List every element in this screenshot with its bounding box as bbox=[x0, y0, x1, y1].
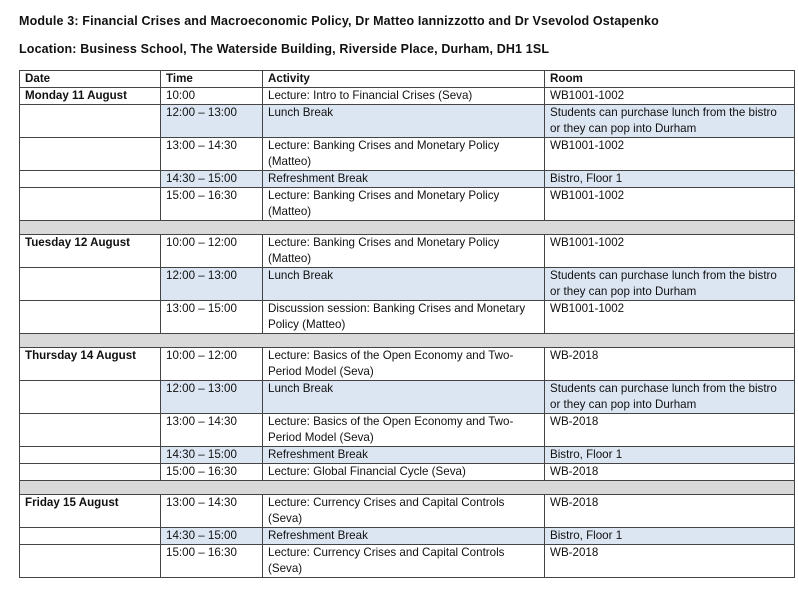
room-cell: WB1001-1002 bbox=[545, 235, 795, 268]
module-title: Module 3: Financial Crises and Macroeconomic Policy, Dr Matteo Iannizzotto and Dr Vsevolod Ostapenko bbox=[19, 14, 659, 28]
day-separator-row bbox=[20, 481, 795, 495]
date-cell: Tuesday 12 August bbox=[20, 235, 161, 268]
time-cell: 10:00 bbox=[161, 88, 263, 105]
activity-cell: Lecture: Intro to Financial Crises (Seva) bbox=[263, 88, 545, 105]
time-cell: 12:00 – 13:00 bbox=[161, 268, 263, 301]
day-separator-row bbox=[20, 334, 795, 348]
room-cell: Bistro, Floor 1 bbox=[545, 447, 795, 464]
table-row bbox=[20, 268, 795, 301]
activity-cell: Refreshment Break bbox=[263, 171, 545, 188]
date-cell bbox=[20, 105, 161, 138]
date-cell bbox=[20, 447, 161, 464]
day-separator-row bbox=[20, 221, 795, 235]
table-row bbox=[20, 447, 795, 464]
column-header-date: Date bbox=[20, 71, 161, 88]
location-line: Location: Business School, The Waterside Building, Riverside Place, Durham, DH1 1SL bbox=[19, 42, 550, 56]
column-header-room: Room bbox=[545, 71, 795, 88]
room-cell: WB-2018 bbox=[545, 348, 795, 381]
room-cell: WB-2018 bbox=[545, 495, 795, 528]
room-cell: WB1001-1002 bbox=[545, 188, 795, 221]
schedule-table bbox=[19, 70, 795, 578]
activity-cell: Lunch Break bbox=[263, 381, 545, 414]
table-row bbox=[20, 105, 795, 138]
date-cell: Thursday 14 August bbox=[20, 348, 161, 381]
column-header-activity: Activity bbox=[263, 71, 545, 88]
activity-cell: Lecture: Currency Crises and Capital Controls (Seva) bbox=[263, 495, 545, 528]
table-row bbox=[20, 464, 795, 481]
time-cell: 14:30 – 15:00 bbox=[161, 528, 263, 545]
day-separator bbox=[20, 221, 795, 235]
table-header-row bbox=[20, 71, 795, 88]
time-cell: 14:30 – 15:00 bbox=[161, 447, 263, 464]
room-cell: WB1001-1002 bbox=[545, 138, 795, 171]
date-cell bbox=[20, 528, 161, 545]
table-row bbox=[20, 348, 795, 381]
date-cell bbox=[20, 301, 161, 334]
room-cell: Students can purchase lunch from the bistro or they can pop into Durham bbox=[545, 105, 795, 138]
time-cell: 14:30 – 15:00 bbox=[161, 171, 263, 188]
time-cell: 13:00 – 14:30 bbox=[161, 495, 263, 528]
date-cell bbox=[20, 414, 161, 447]
table-row bbox=[20, 88, 795, 105]
table-row bbox=[20, 188, 795, 221]
room-cell: WB-2018 bbox=[545, 545, 795, 578]
time-cell: 15:00 – 16:30 bbox=[161, 545, 263, 578]
table-row bbox=[20, 301, 795, 334]
schedule-body bbox=[20, 88, 795, 578]
activity-cell: Lecture: Basics of the Open Economy and Two-Period Model (Seva) bbox=[263, 348, 545, 381]
document-header bbox=[0, 0, 798, 70]
time-cell: 12:00 – 13:00 bbox=[161, 381, 263, 414]
time-cell: 15:00 – 16:30 bbox=[161, 464, 263, 481]
day-separator bbox=[20, 334, 795, 348]
time-cell: 10:00 – 12:00 bbox=[161, 348, 263, 381]
date-cell bbox=[20, 381, 161, 414]
date-cell bbox=[20, 171, 161, 188]
room-cell: WB-2018 bbox=[545, 464, 795, 481]
room-cell: Bistro, Floor 1 bbox=[545, 528, 795, 545]
time-cell: 12:00 – 13:00 bbox=[161, 105, 263, 138]
time-cell: 10:00 – 12:00 bbox=[161, 235, 263, 268]
activity-cell: Refreshment Break bbox=[263, 447, 545, 464]
activity-cell: Lecture: Basics of the Open Economy and Two-Period Model (Seva) bbox=[263, 414, 545, 447]
date-cell bbox=[20, 464, 161, 481]
activity-cell: Lunch Break bbox=[263, 268, 545, 301]
date-cell bbox=[20, 545, 161, 578]
activity-cell: Lecture: Global Financial Cycle (Seva) bbox=[263, 464, 545, 481]
time-cell: 13:00 – 14:30 bbox=[161, 414, 263, 447]
room-cell: WB-2018 bbox=[545, 414, 795, 447]
date-cell: Monday 11 August bbox=[20, 88, 161, 105]
table-row bbox=[20, 138, 795, 171]
time-cell: 13:00 – 14:30 bbox=[161, 138, 263, 171]
room-cell: Students can purchase lunch from the bistro or they can pop into Durham bbox=[545, 381, 795, 414]
date-cell bbox=[20, 188, 161, 221]
activity-cell: Lecture: Currency Crises and Capital Controls (Seva) bbox=[263, 545, 545, 578]
activity-cell: Lecture: Banking Crises and Monetary Policy (Matteo) bbox=[263, 188, 545, 221]
activity-cell: Refreshment Break bbox=[263, 528, 545, 545]
room-cell: Bistro, Floor 1 bbox=[545, 171, 795, 188]
activity-cell: Lecture: Banking Crises and Monetary Policy (Matteo) bbox=[263, 138, 545, 171]
table-row bbox=[20, 381, 795, 414]
table-row bbox=[20, 545, 795, 578]
table-row bbox=[20, 414, 795, 447]
date-cell bbox=[20, 268, 161, 301]
room-cell: WB1001-1002 bbox=[545, 88, 795, 105]
room-cell: WB1001-1002 bbox=[545, 301, 795, 334]
table-row bbox=[20, 235, 795, 268]
activity-cell: Lunch Break bbox=[263, 105, 545, 138]
table-row bbox=[20, 528, 795, 545]
time-cell: 13:00 – 15:00 bbox=[161, 301, 263, 334]
activity-cell: Discussion session: Banking Crises and Monetary Policy (Matteo) bbox=[263, 301, 545, 334]
column-header-time: Time bbox=[161, 71, 263, 88]
table-row bbox=[20, 171, 795, 188]
day-separator bbox=[20, 481, 795, 495]
time-cell: 15:00 – 16:30 bbox=[161, 188, 263, 221]
date-cell: Friday 15 August bbox=[20, 495, 161, 528]
date-cell bbox=[20, 138, 161, 171]
table-row bbox=[20, 495, 795, 528]
room-cell: Students can purchase lunch from the bistro or they can pop into Durham bbox=[545, 268, 795, 301]
activity-cell: Lecture: Banking Crises and Monetary Policy (Matteo) bbox=[263, 235, 545, 268]
